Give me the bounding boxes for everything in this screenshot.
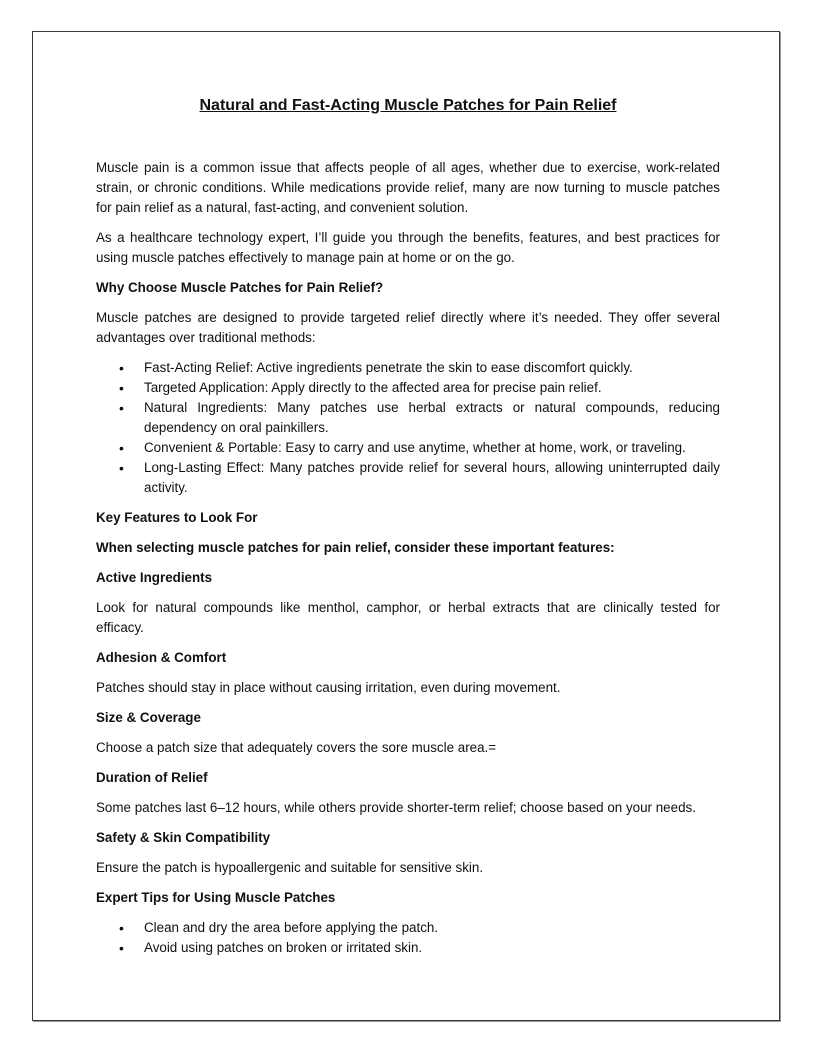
- why-paragraph: Muscle patches are designed to provide targeted relief directly where it’s needed. They offer several advantages over traditional methods:: [96, 310, 720, 345]
- intro-paragraph-1: Muscle pain is a common issue that affects people of all ages, whether due to exercise, work-related strain, or chronic conditions. While medications provide relief, many are now turning to muscle patches for pain relief as a natural, fast-acting, and convenient solution.: [96, 160, 720, 215]
- tips-heading: Expert Tips for Using Muscle Patches: [96, 890, 336, 905]
- list-item: • Targeted Application: Apply directly to the affected area for precise pain relief.: [144, 378, 720, 398]
- list-item: • Avoid using patches on broken or irritated skin.: [144, 938, 720, 958]
- feature-text-adhesion: Patches should stay in place without causing irritation, even during movement.: [96, 680, 561, 695]
- feature-text-duration: Some patches last 6–12 hours, while others provide shorter-term relief; choose based on your needs.: [96, 800, 696, 815]
- list-item: • Convenient & Portable: Easy to carry and use anytime, whether at home, work, or traveling.: [144, 438, 720, 458]
- list-item: • Clean and dry the area before applying the patch.: [144, 918, 720, 938]
- feature-heading-safety: Safety & Skin Compatibility: [96, 830, 271, 845]
- feature-text-size: Choose a patch size that adequately covers the sore muscle area.=: [96, 740, 497, 755]
- why-heading: Why Choose Muscle Patches for Pain Relief?: [96, 280, 384, 295]
- benefits-list: [96, 358, 720, 498]
- features-subheading: When selecting muscle patches for pain relief, consider these important features:: [96, 540, 615, 555]
- feature-heading-adhesion: Adhesion & Comfort: [96, 650, 227, 665]
- features-heading: Key Features to Look For: [96, 510, 258, 525]
- list-item: • Natural Ingredients: Many patches use herbal extracts or natural compounds, reducing dependency on oral painkillers.: [144, 398, 720, 438]
- document-title: Natural and Fast-Acting Muscle Patches for Pain Relief: [199, 97, 617, 114]
- feature-text-safety: Ensure the patch is hypoallergenic and suitable for sensitive skin.: [96, 860, 484, 875]
- list-item: • Long-Lasting Effect: Many patches provide relief for several hours, allowing uninterrupted daily activity.: [144, 458, 720, 498]
- intro-paragraph-2: As a healthcare technology expert, I’ll guide you through the benefits, features, and best practices for using muscle patches effectively to manage pain at home or on the go.: [96, 230, 720, 265]
- feature-heading-size: Size & Coverage: [96, 710, 201, 725]
- feature-heading-duration: Duration of Relief: [96, 770, 208, 785]
- document-body: [96, 96, 720, 958]
- feature-heading-active-ingredients: Active Ingredients: [96, 570, 213, 585]
- feature-text-active-ingredients: Look for natural compounds like menthol, camphor, or herbal extracts that are clinically tested for efficacy.: [96, 600, 720, 635]
- tips-list: [96, 918, 720, 958]
- list-item: • Fast-Acting Relief: Active ingredients penetrate the skin to ease discomfort quickly.: [144, 358, 720, 378]
